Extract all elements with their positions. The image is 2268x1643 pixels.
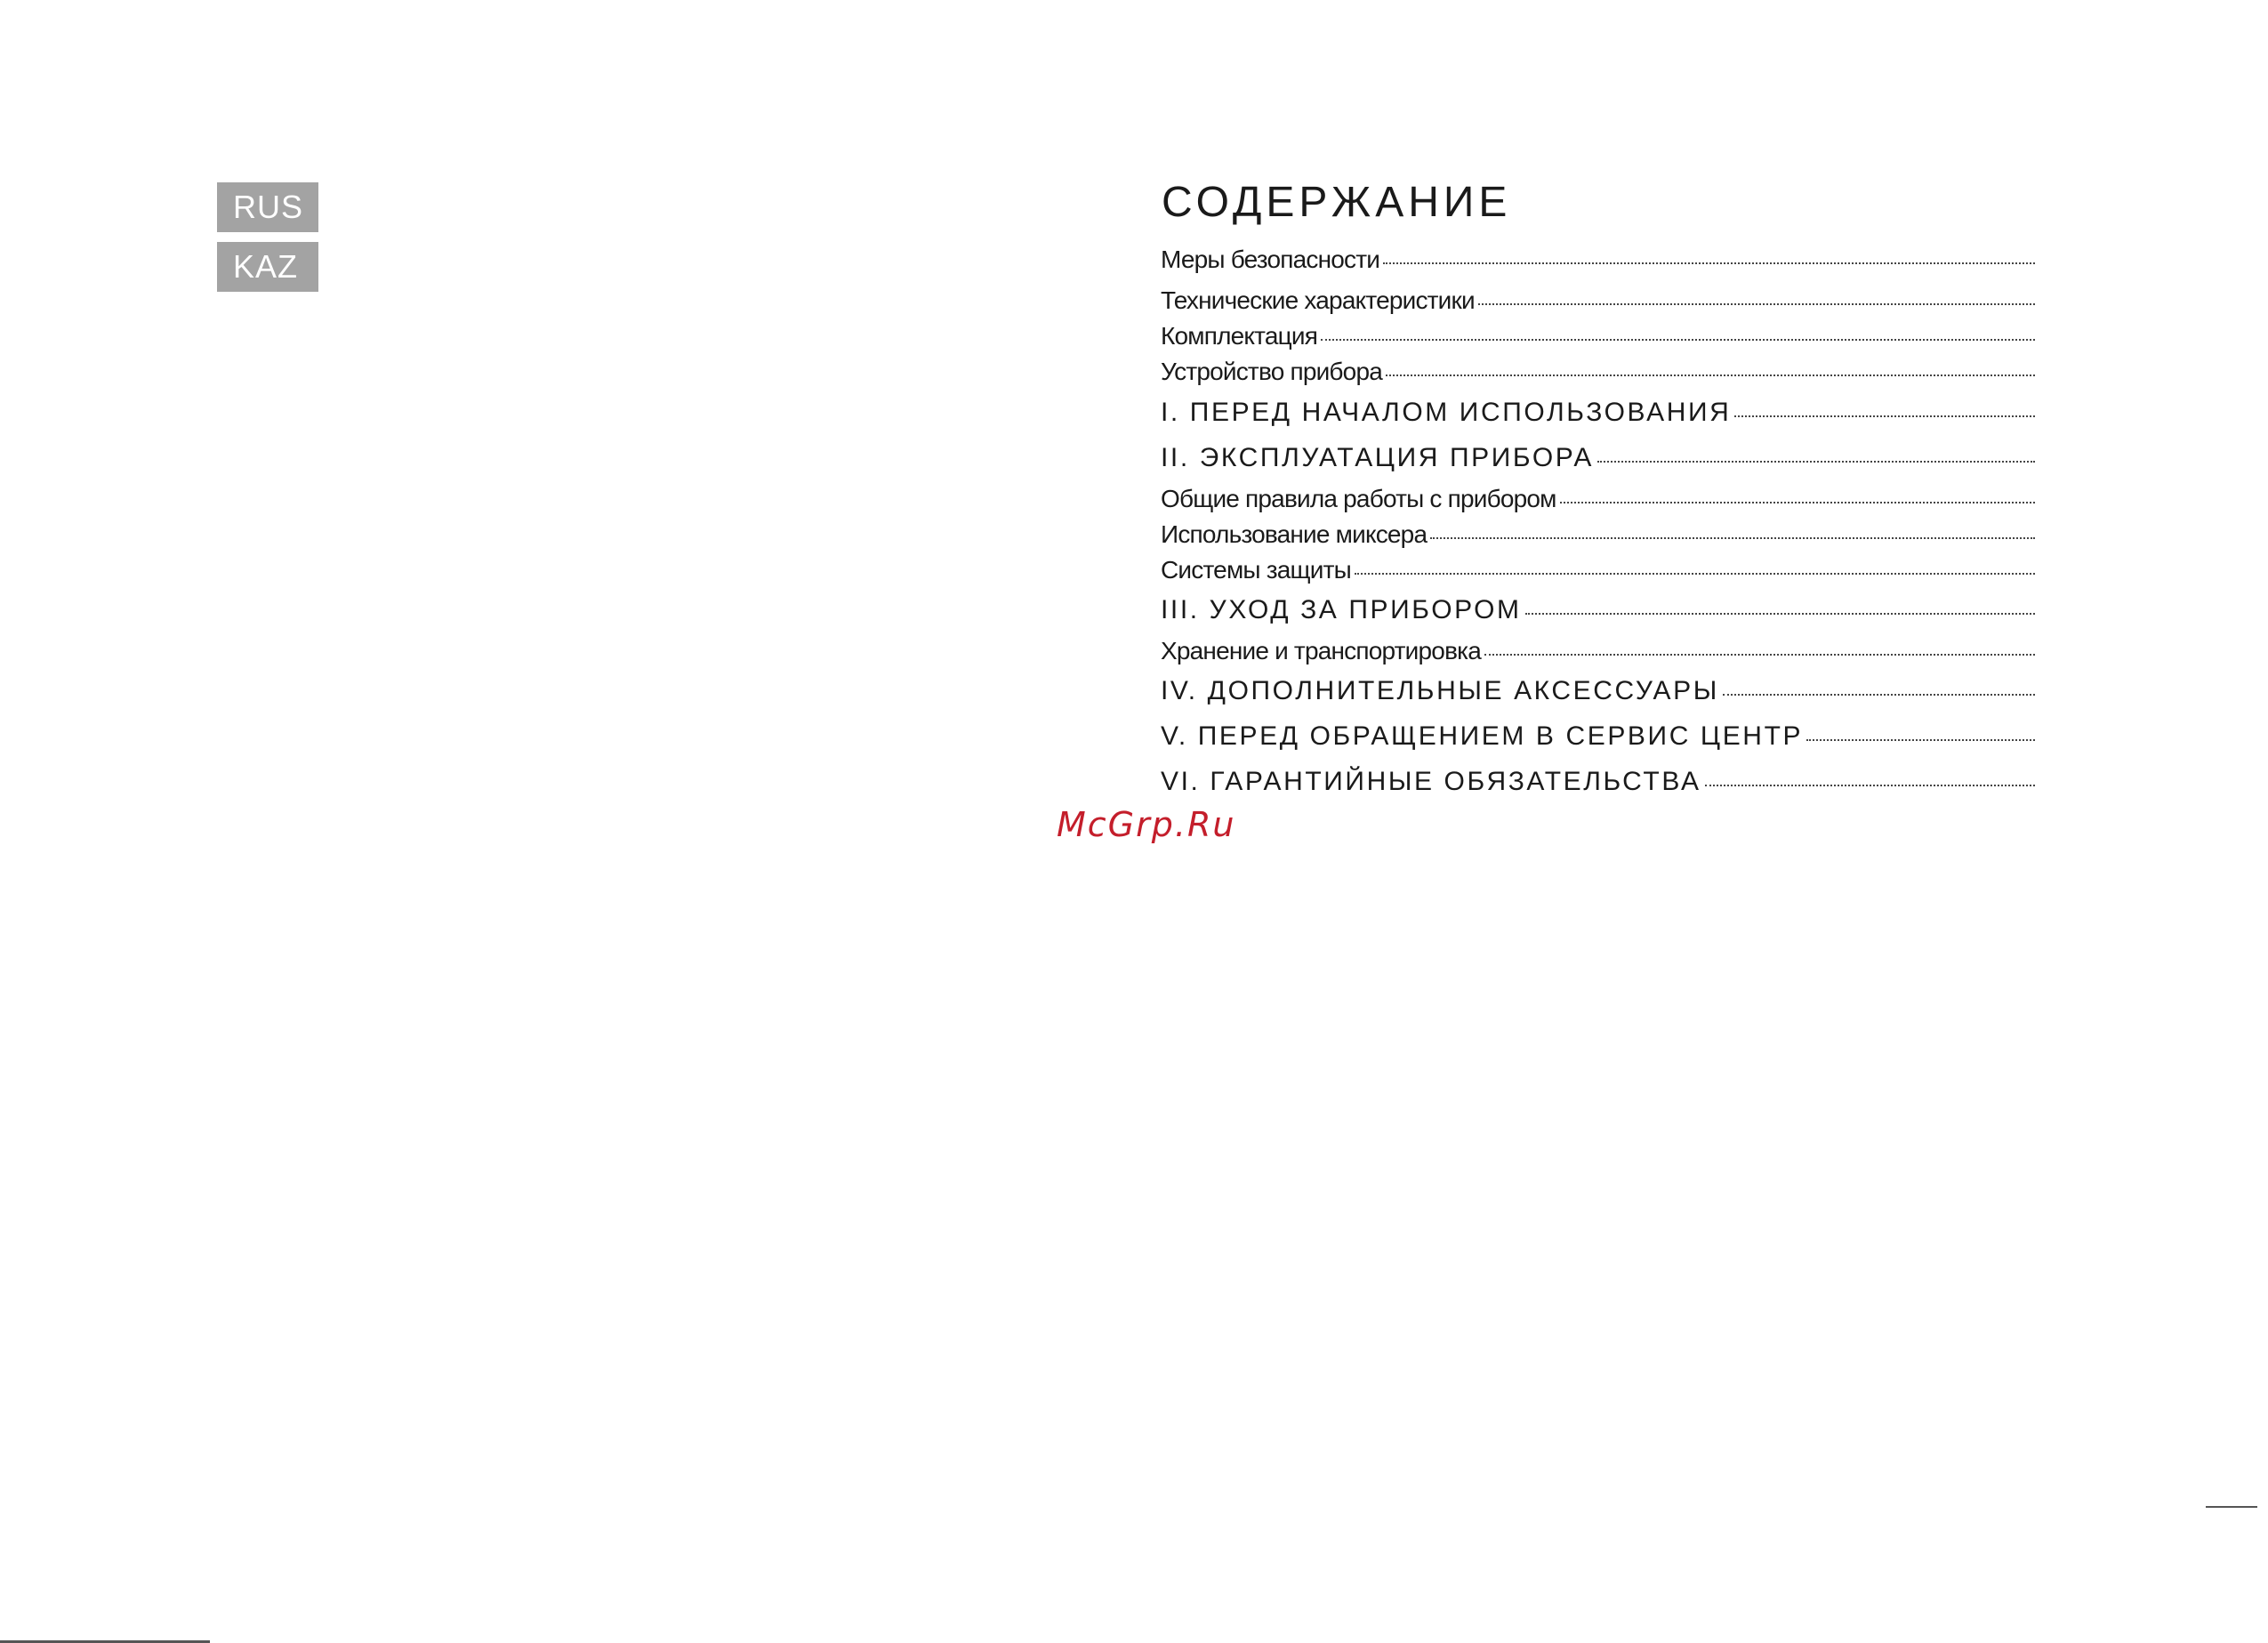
toc-entry-section-2[interactable] [1161,443,2035,473]
toc-entry-mixer-usage[interactable] [1161,520,2035,549]
language-tab-kaz[interactable]: KAZ [217,242,318,292]
toc-entry-label: IV. ДОПОЛНИТЕЛЬНЫЕ АКСЕССУАРЫ [1161,676,1719,705]
dot-leader [1734,415,2035,417]
dot-leader [1705,785,2035,786]
toc-title: СОДЕРЖАНИЕ [1162,179,1512,226]
dot-leader [1806,739,2035,741]
toc-entry-protection[interactable] [1161,556,2035,584]
toc-entry-section-5[interactable] [1161,721,2035,752]
toc-entry-section-4[interactable] [1161,676,2035,706]
dot-leader [1478,303,2035,305]
toc-entry-label: I. ПЕРЕД НАЧАЛОМ ИСПОЛЬЗОВАНИЯ [1161,398,1732,427]
dot-leader [1383,262,2035,264]
dot-leader [1355,573,2035,575]
dot-leader [1723,694,2035,696]
toc-entry-package[interactable] [1161,322,2035,350]
toc-entry-label: Использование миксера [1161,520,1428,548]
toc-entry-label: Комплектация [1161,322,1318,350]
toc-entry-label: Технические характеристики [1161,286,1475,314]
toc-entry-storage[interactable] [1161,637,2035,665]
dot-leader [1560,502,2035,503]
dot-leader [1597,461,2035,463]
toc-entry-label: II. ЭКСПЛУАТАЦИЯ ПРИБОРА [1161,443,1594,472]
toc-entry-specifications[interactable] [1161,286,2035,315]
dot-leader [1484,654,2035,656]
page-rule-right [2206,1506,2257,1508]
toc-entry-label: Системы защиты [1161,556,1351,584]
toc-entry-general-rules[interactable] [1161,485,2035,513]
toc-entry-label: Хранение и транспортировка [1161,637,1481,664]
dot-leader [1525,613,2035,615]
toc-entry-label: Меры безопасности [1161,246,1380,273]
toc-entry-label: Устройство прибора [1161,358,1382,385]
toc-entry-safety[interactable] [1161,246,2035,274]
toc-entry-label: Общие правила работы с прибором [1161,485,1556,512]
toc-entry-section-3[interactable] [1161,595,2035,625]
watermark: McGrp.Ru [1057,805,1236,844]
toc-entry-label: III. УХОД ЗА ПРИБОРОМ [1161,595,1522,624]
toc-entry-section-6[interactable] [1161,767,2035,797]
toc-entry-label: V. ПЕРЕД ОБРАЩЕНИЕМ В СЕРВИС ЦЕНТР [1161,721,1804,751]
dot-leader [1321,339,2035,341]
dot-leader [1386,375,2035,376]
toc-entry-label: VI. ГАРАНТИЙНЫЕ ОБЯЗАТЕЛЬСТВА [1161,767,1701,796]
toc-entry-device[interactable] [1161,358,2035,386]
toc-entry-section-1[interactable] [1161,398,2035,428]
dot-leader [1430,537,2035,539]
language-tab-rus[interactable]: RUS [217,182,318,232]
